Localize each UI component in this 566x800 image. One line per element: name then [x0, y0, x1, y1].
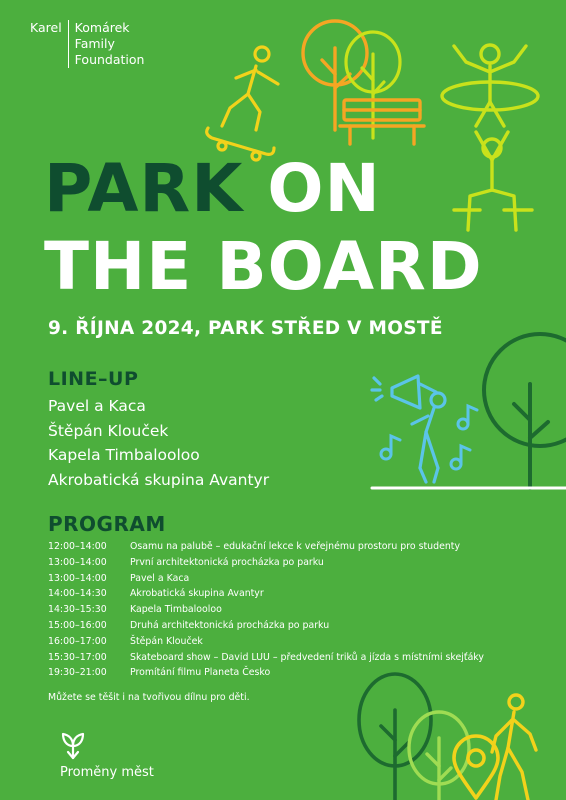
title-line-1 — [44, 150, 483, 228]
program-row — [48, 602, 484, 618]
ground-line — [372, 486, 566, 490]
program-row — [48, 586, 484, 602]
walking-person-icon — [486, 692, 546, 800]
logo-line: Family — [74, 36, 115, 51]
program-event: Pavel a Kaca — [130, 572, 190, 584]
program-heading: PROGRAM — [48, 512, 166, 536]
title-word-on: ON — [267, 150, 381, 227]
program-row — [48, 634, 484, 650]
title-word-park: PARK — [44, 150, 244, 227]
program-event: Kapela Timbalooloo — [130, 604, 222, 616]
lineup-item: Kapela Timbalooloo — [48, 446, 200, 464]
program-row — [48, 571, 484, 587]
program-row — [48, 618, 484, 634]
program-event: Promítání filmu Planeta Česko — [130, 667, 271, 679]
bench-icon — [340, 96, 424, 146]
program-time: 13:00–14:00 — [48, 572, 107, 584]
foundation-logo — [30, 20, 144, 68]
program-time: 15:30–17:00 — [48, 651, 107, 663]
program-table — [48, 539, 484, 681]
title-line-2: THE BOARD — [44, 228, 483, 305]
skateboarder-icon — [200, 42, 300, 162]
program-event: Akrobatická skupina Avantyr — [130, 588, 264, 600]
program-time: 12:00–14:00 — [48, 541, 107, 552]
event-title — [44, 150, 483, 306]
logo-first-name: Karel — [30, 20, 69, 68]
music-note-icon — [448, 442, 472, 472]
logo-rest — [69, 20, 145, 68]
logo-line: Foundation — [74, 52, 145, 67]
program-row — [48, 555, 484, 571]
program-time: 13:00–14:00 — [48, 556, 107, 568]
lineup-item: Štěpán Klouček — [48, 421, 169, 440]
program-time: 14:00–14:30 — [48, 588, 107, 600]
music-note-icon — [455, 402, 479, 432]
lineup-item: Pavel a Kaca — [48, 397, 146, 415]
program-time: 16:00–17:00 — [48, 635, 107, 647]
program-note: Můžete se těšit i na tvořivou dílnu pro děti. — [48, 692, 250, 703]
program-time: 14:30–15:30 — [48, 604, 107, 616]
program-event: Štěpán Klouček — [130, 635, 203, 647]
tree-icon — [478, 330, 566, 490]
lineup-item: Akrobatická skupina Avantyr — [48, 470, 270, 489]
program-event: Osamu na palubě – edukační lekce k veřejnému prostoru pro studenty — [130, 541, 461, 552]
program-row — [48, 539, 484, 555]
program-row — [48, 650, 484, 666]
hand-leaf-icon — [60, 732, 86, 760]
footer-brand: Proměny měst — [60, 765, 154, 780]
program-event: Skateboard show – David LUU – předvedení triků a jízda s místními skejťáky — [130, 651, 484, 663]
lineup-list — [48, 394, 269, 492]
program-event: První architektonická procházka po parku — [130, 556, 324, 568]
music-note-icon — [378, 432, 402, 462]
event-date: 9. ŘÍJNA 2024, PARK STŘED V MOSTĚ — [48, 318, 443, 339]
logo-line: Komárek — [74, 20, 130, 35]
program-time: 15:00–16:00 — [48, 619, 107, 631]
program-time: 19:30–21:00 — [48, 667, 107, 679]
program-event: Druhá architektonická procházka po parku — [130, 619, 330, 631]
lineup-heading: LINE–UP — [48, 368, 139, 390]
